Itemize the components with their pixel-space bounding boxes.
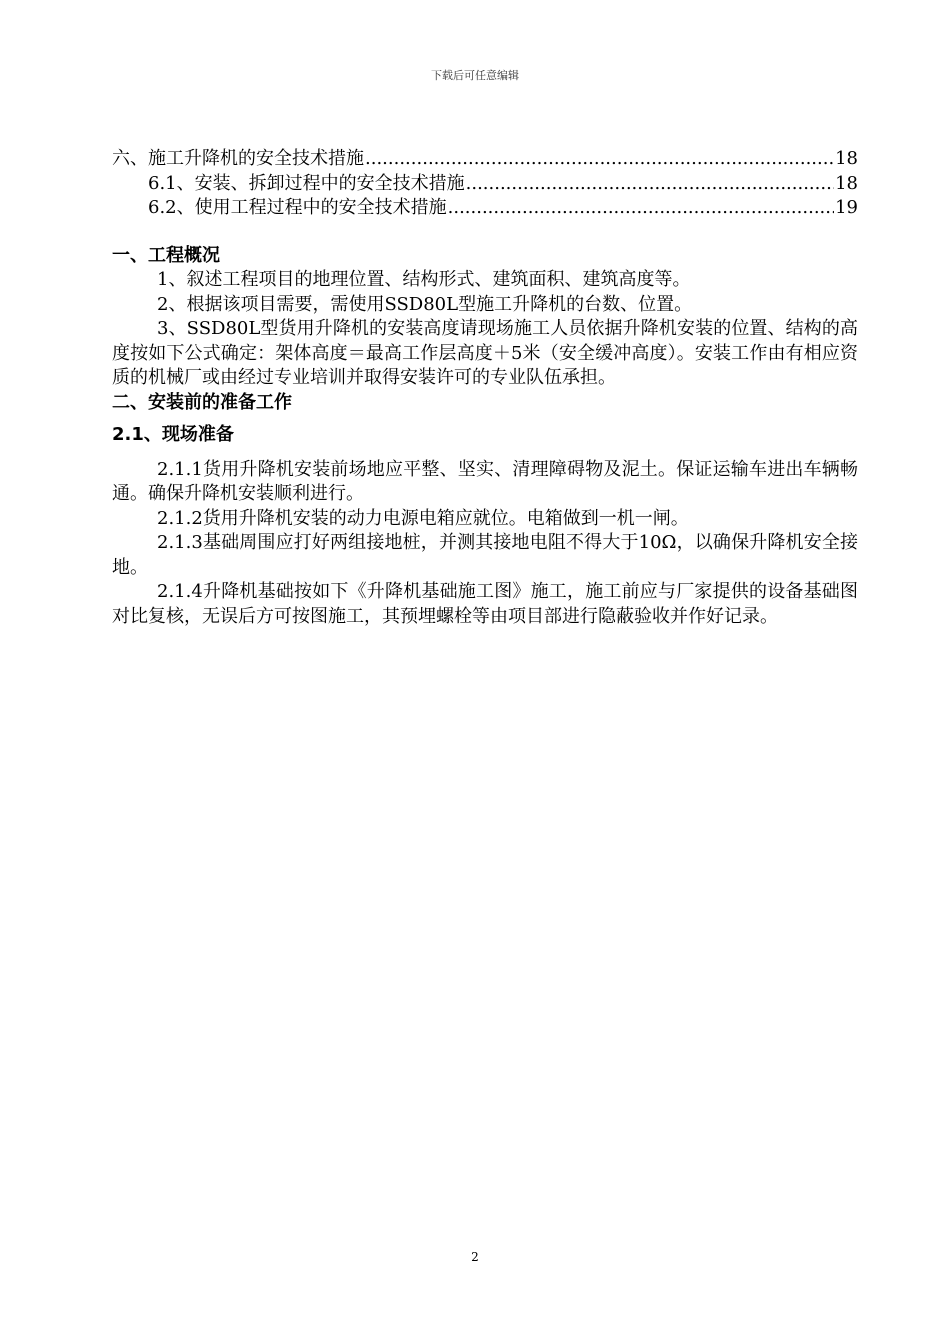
paragraph: 2.1.4升降机基础按如下《升降机基础施工图》施工，施工前应与厂家提供的设备基础图对比复核，无误后方可按图施工，其预埋螺栓等由项目部进行隐蔽验收并作好记录。 <box>112 581 858 627</box>
toc-entry[interactable] <box>112 196 858 221</box>
toc-entry[interactable] <box>112 172 858 197</box>
page-header: 下载后可任意编辑 <box>431 69 519 82</box>
toc-leader-dots <box>448 196 834 221</box>
paragraph: 2.1.3基础周围应打好两组接地桩，并测其接地电阻不得大于10Ω，以确保升降机安全接地。 <box>112 532 858 578</box>
toc-entry-title: 六、施工升降机的安全技术措施 <box>112 148 364 169</box>
toc-entry[interactable] <box>112 147 858 172</box>
paragraph: 2、根据该项目需要，需使用SSD80L型施工升降机的台数、位置。 <box>157 293 693 315</box>
section-heading-preparation: 二、安装前的准备工作 <box>112 391 292 413</box>
toc-leader-dots <box>466 172 834 197</box>
toc-leader-dots <box>365 147 834 172</box>
paragraph: 1、叙述工程项目的地理位置、结构形式、建筑面积、建筑高度等。 <box>157 269 691 290</box>
paragraph: 2.1.1货用升降机安装前场地应平整、坚实、清理障碍物及泥土。保证运输车进出车辆畅通。确保升降机安装顺利进行。 <box>112 458 858 504</box>
toc-entry-page: 18 <box>835 148 858 169</box>
toc-entry-page: 19 <box>835 197 858 218</box>
page-number: 2 <box>471 1250 479 1264</box>
table-of-contents <box>112 147 858 221</box>
toc-entry-title: 6.2、使用工程过程中的安全技术措施 <box>148 197 447 218</box>
paragraph: 2.1.2货用升降机安装的动力电源电箱应就位。电箱做到一机一闸。 <box>157 507 689 529</box>
section-heading-overview: 一、工程概况 <box>112 244 220 266</box>
subsection-heading-site-preparation: 2.1、现场准备 <box>112 424 234 445</box>
paragraph: 3、SSD80L型货用升降机的安装高度请现场施工人员依据升降机安装的位置、结构的高度按如下公式确定：架体高度＝最高工作层高度＋5米（安全缓冲高度）。安装工作由有相应资质的机械厂或由经过专业培训并取得安装许可的专业队伍承担。 <box>112 318 858 388</box>
toc-entry-title: 6.1、安装、拆卸过程中的安全技术措施 <box>148 172 465 194</box>
page-content <box>112 147 858 629</box>
toc-entry-page: 18 <box>835 172 858 194</box>
